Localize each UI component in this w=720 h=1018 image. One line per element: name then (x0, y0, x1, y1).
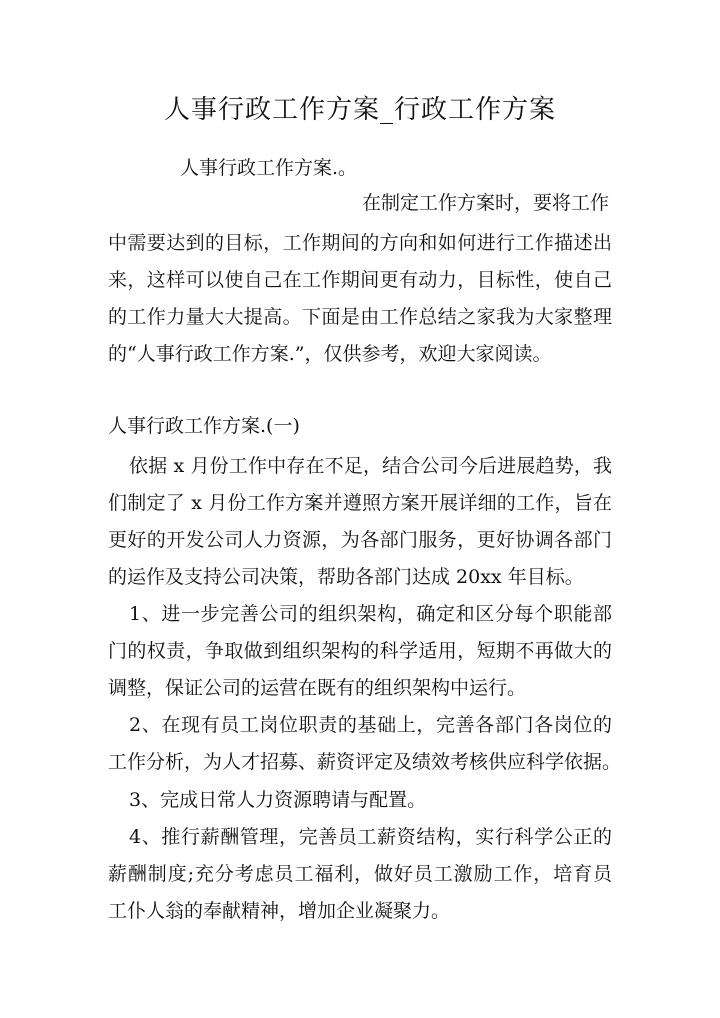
body-line-4: 的运作及支持公司决策，帮助各部门达成 20xx 年目标。 (108, 566, 584, 588)
item-1-line-3: 调整，保证公司的运营在既有的组织架构中运行。 (108, 677, 527, 699)
intro-line-4: 的工作力量大大提高。下面是由工作总结之家我为大家整理 (108, 306, 612, 328)
body-line-2: 们制定了 x 月份工作方案并遵照方案开展详细的工作，旨在 (108, 492, 612, 514)
body-line-3: 更好的开发公司人力资源，为各部门服务，更好协调各部门 (108, 529, 612, 551)
intro-line-3: 来，这样可以使自己在工作期间更有动力，目标性，使自己 (108, 269, 612, 291)
item-4-line-1: 4、推行薪酬管理，完善员工薪资结构，实行科学公正的 (129, 826, 612, 848)
document-title: 人事行政工作方案_行政工作方案 (163, 95, 556, 125)
item-3-line-1: 3、完成日常人力资源聘请与配置。 (129, 789, 427, 811)
item-2-line-2: 工作分析，为人才招募、薪资评定及绩效考核供应科学依据。 (108, 751, 622, 773)
intro-line-1: 在制定工作方案时，要将工作 (362, 192, 610, 214)
intro-line-2: 中需要达到的目标，工作期间的方向和如何进行工作描述出 (108, 232, 612, 254)
item-1-line-2: 门的权责，争取做到组织架构的科学适用，短期不再做大的 (108, 640, 612, 662)
section-heading: 人事行政工作方案.(一) (108, 415, 300, 437)
item-1-line-1: 1、进一步完善公司的组织架构，确定和区分每个职能部 (129, 603, 612, 625)
item-2-line-1: 2、在现有员工岗位职责的基础上，完善各部门各岗位的 (129, 714, 612, 736)
body-line-1: 依据 x 月份工作中存在不足，结合公司今后进展趋势，我 (129, 455, 612, 477)
item-4-line-2: 薪酬制度;充分考虑员工福利，做好员工激励工作，培育员 (108, 863, 612, 885)
item-4-line-3: 工仆人翁的奉献精神，增加企业凝聚力。 (108, 900, 451, 922)
intro-line-5: 的“人事行政工作方案.”，仅供参考，欢迎大家阅读。 (108, 343, 552, 365)
subtitle: 人事行政工作方案.。 (180, 157, 358, 179)
